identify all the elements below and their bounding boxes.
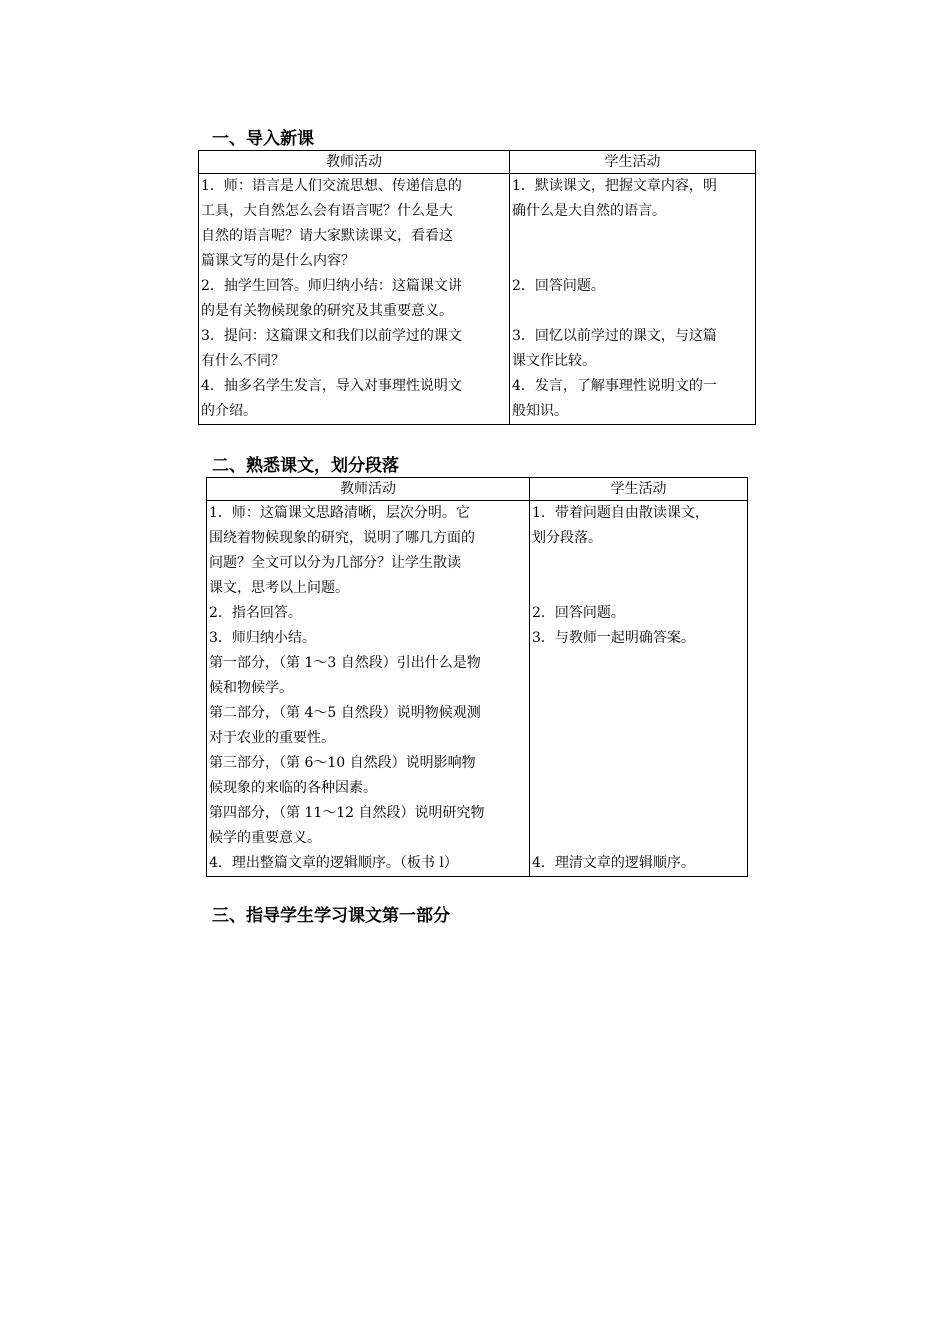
section-1-heading: 一、导入新课: [212, 129, 314, 149]
section-2-heading: 二、熟悉课文，划分段落: [212, 456, 399, 476]
teacher-line: 自然的语言呢？请大家默读课文，看看这: [201, 228, 453, 244]
section-3-heading: 三、指导学生学习课文第一部分: [212, 906, 450, 926]
teacher-line: 课文，思考以上问题。: [209, 580, 349, 596]
student-line: [532, 701, 745, 726]
student-line: [512, 299, 753, 324]
teacher-line: 有什么不同？: [201, 353, 285, 369]
teacher-line: 4．理出整篇文章的逻辑顺序。（板书 l）: [209, 855, 458, 871]
student-line: 4．发言，了解事理性说明文的一: [512, 378, 717, 394]
teacher-line: 候现象的来临的各种因素。: [209, 780, 377, 796]
teacher-line: 1．师：这篇课文思路清晰，层次分明。它: [209, 505, 470, 521]
student-line: 课文作比较。: [512, 353, 596, 369]
student-line: [512, 224, 753, 249]
teacher-line: 的是有关物候现象的研究及其重要意义。: [201, 303, 453, 319]
teacher-line: 候和物候学。: [209, 680, 293, 696]
teacher-line: 第三部分，（第 6～10 自然段）说明影响物: [209, 755, 476, 771]
student-line: 2．回答问题。: [512, 278, 605, 294]
teacher-line: 1．师：语言是人们交流思想、传递信息的: [201, 178, 462, 194]
student-line: 4．理清文章的逻辑顺序。: [532, 855, 695, 871]
student-line: 2．回答问题。: [532, 605, 625, 621]
student-line: [532, 651, 745, 676]
teacher-line: 篇课文写的是什么内容？: [201, 253, 355, 269]
student-line: [532, 751, 745, 776]
student-line: 划分段落。: [532, 530, 602, 546]
teacher-activity-cell: [199, 174, 510, 425]
student-line: 3．与教师一起明确答案。: [532, 630, 695, 646]
teacher-activity-header: 教师活动: [199, 151, 510, 174]
student-line: [532, 726, 745, 751]
student-line: 1．带着问题自由散读课文，: [532, 505, 709, 521]
student-line: 3．回忆以前学过的课文，与这篇: [512, 328, 717, 344]
student-line: [532, 826, 745, 851]
student-line: [532, 801, 745, 826]
student-line: 确什么是大自然的语言。: [512, 203, 666, 219]
teacher-activity-header: 教师活动: [207, 478, 530, 501]
student-line: [532, 676, 745, 701]
teacher-line: 问题？全文可以分为几部分？让学生散读: [209, 555, 461, 571]
teacher-line: 的介绍。: [201, 403, 257, 419]
teacher-line: 第二部分，（第 4～5 自然段）说明物候观测: [209, 705, 481, 721]
section-2-table: [206, 477, 748, 877]
teacher-activity-cell: [207, 501, 530, 877]
teacher-line: 2．指名回答。: [209, 605, 302, 621]
section-1-table: [198, 150, 756, 425]
teacher-line: 工具，大自然怎么会有语言呢？什么是大: [201, 203, 453, 219]
teacher-line: 3．提问：这篇课文和我们以前学过的课文: [201, 328, 462, 344]
teacher-line: 3．师归纳小结。: [209, 630, 316, 646]
student-line: [532, 776, 745, 801]
student-activity-cell: [510, 174, 756, 425]
student-activity-header: 学生活动: [510, 151, 756, 174]
student-line: [512, 249, 753, 274]
teacher-line: 第一部分，（第 1～3 自然段）引出什么是物: [209, 655, 481, 671]
teacher-line: 对于农业的重要性。: [209, 730, 335, 746]
teacher-line: 围绕着物候现象的研究，说明了哪几方面的: [209, 530, 475, 546]
student-line: [532, 551, 745, 576]
student-line: [532, 576, 745, 601]
student-activity-cell: [530, 501, 748, 877]
student-line: 般知识。: [512, 403, 568, 419]
teacher-line: 第四部分，（第 11～12 自然段）说明研究物: [209, 805, 485, 821]
teacher-line: 4．抽多名学生发言，导入对事理性说明文: [201, 378, 462, 394]
student-line: 1．默读课文，把握文章内容，明: [512, 178, 717, 194]
student-activity-header: 学生活动: [530, 478, 748, 501]
teacher-line: 2．抽学生回答。师归纳小结：这篇课文讲: [201, 278, 462, 294]
teacher-line: 候学的重要意义。: [209, 830, 321, 846]
